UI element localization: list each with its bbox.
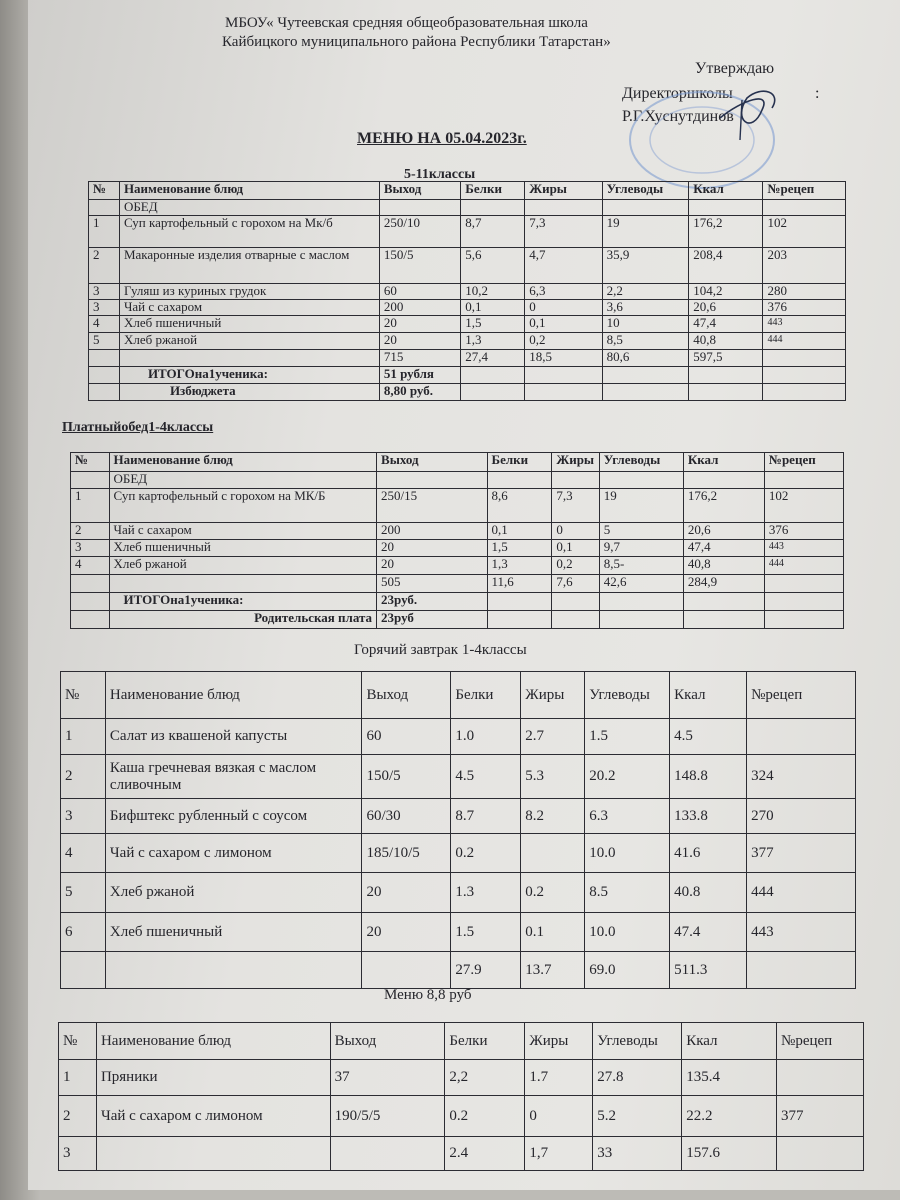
total-label: ИТОГОна1ученика: <box>109 593 377 611</box>
cell: 200 <box>377 523 487 540</box>
table-header-row <box>71 453 844 472</box>
cell: 0,1 <box>461 300 525 316</box>
cell: Чай с сахаром <box>109 523 377 540</box>
cell: 3 <box>89 284 120 300</box>
cell: 5.3 <box>521 755 585 799</box>
cell: 20 <box>362 913 451 952</box>
cell: 60 <box>362 719 451 755</box>
cell: 20.2 <box>585 755 670 799</box>
cell: 37 <box>330 1060 445 1096</box>
table-row <box>89 248 846 284</box>
cell: 443 <box>763 316 846 333</box>
cell: Салат из квашеной капусты <box>105 719 362 755</box>
cell: 150/5 <box>379 248 460 284</box>
cell: 250/10 <box>379 216 460 248</box>
cell: 148.8 <box>670 755 747 799</box>
cell: 1 <box>59 1060 97 1096</box>
cell: 1 <box>61 719 106 755</box>
cell: 6.3 <box>585 799 670 834</box>
cell <box>777 1137 864 1171</box>
cell: Хлеб пшеничный <box>105 913 362 952</box>
cell: 7,3 <box>525 216 602 248</box>
cell: 10.0 <box>585 913 670 952</box>
cell: 200 <box>379 300 460 316</box>
cell: 0.1 <box>521 913 585 952</box>
totals-row <box>71 575 844 593</box>
cell: 133.8 <box>670 799 747 834</box>
cell <box>96 1137 330 1171</box>
header-cell: Жиры <box>525 182 602 200</box>
table-row <box>61 834 856 873</box>
header-cell: Выход <box>377 453 487 472</box>
cell: 3 <box>59 1137 97 1171</box>
cell: 176,2 <box>683 489 764 523</box>
cell: 8.2 <box>521 799 585 834</box>
cell: 1.7 <box>525 1060 593 1096</box>
budget-label: Избюджета <box>119 384 379 401</box>
cell: 80,6 <box>602 350 689 367</box>
cell: 135.4 <box>682 1060 777 1096</box>
total-per-student-row <box>89 367 846 384</box>
cell: 0,1 <box>487 523 552 540</box>
table-row <box>61 719 856 755</box>
header-cell: Выход <box>362 672 451 719</box>
header-cell: № <box>61 672 106 719</box>
cell: 20 <box>379 316 460 333</box>
cell: 4.5 <box>670 719 747 755</box>
cell: 47.4 <box>670 913 747 952</box>
cell: 4 <box>89 316 120 333</box>
cell: 444 <box>747 873 856 913</box>
cell: 33 <box>593 1137 682 1171</box>
header-cell: Наименование блюд <box>96 1023 330 1060</box>
cell: 69.0 <box>585 952 670 989</box>
cell: 1,5 <box>487 540 552 557</box>
cell: 27.8 <box>593 1060 682 1096</box>
cell: 1.5 <box>585 719 670 755</box>
header-cell: Белки <box>451 672 521 719</box>
cell <box>109 575 377 593</box>
header-cell: Выход <box>330 1023 445 1060</box>
header-cell: Наименование блюд <box>109 453 377 472</box>
cell: 10.0 <box>585 834 670 873</box>
cell: Гуляш из куриных грудок <box>119 284 379 300</box>
cell: 0,1 <box>525 316 602 333</box>
cell: 35,9 <box>602 248 689 284</box>
cell: 10 <box>602 316 689 333</box>
cell <box>777 1060 864 1096</box>
cell: 4 <box>71 557 110 575</box>
cell: 0,2 <box>525 333 602 350</box>
menu-table-paid-1-4 <box>70 452 844 629</box>
cell: 2,2 <box>602 284 689 300</box>
cell: 2 <box>71 523 110 540</box>
cell: 1 <box>71 489 110 523</box>
header-cell: Белки <box>461 182 525 200</box>
cell: 377 <box>777 1096 864 1137</box>
cell: 1.0 <box>451 719 521 755</box>
cell: 176,2 <box>689 216 763 248</box>
cell: 4.5 <box>451 755 521 799</box>
cell: 150/5 <box>362 755 451 799</box>
cell: 377 <box>747 834 856 873</box>
budget-row <box>89 384 846 401</box>
cell <box>747 952 856 989</box>
cell: 102 <box>764 489 843 523</box>
cell: 40.8 <box>670 873 747 913</box>
cell: 0.2 <box>521 873 585 913</box>
cell: 8.7 <box>451 799 521 834</box>
cell: 10,2 <box>461 284 525 300</box>
table-row <box>61 913 856 952</box>
cell: 20,6 <box>683 523 764 540</box>
cell <box>362 952 451 989</box>
cell: 20 <box>379 333 460 350</box>
cell: 19 <box>602 216 689 248</box>
cell <box>747 719 856 755</box>
total-per-student-row <box>71 593 844 611</box>
cell <box>61 952 106 989</box>
cell: 47,4 <box>689 316 763 333</box>
cell: 20,6 <box>689 300 763 316</box>
cell <box>119 350 379 367</box>
menu-title: МЕНЮ НА 05.04.2023г. <box>357 130 527 147</box>
cell: 157.6 <box>682 1137 777 1171</box>
header-cell: № <box>89 182 120 200</box>
total-label: ИТОГОна1ученика: <box>119 367 379 384</box>
cell: 444 <box>763 333 846 350</box>
table-row <box>59 1060 864 1096</box>
cell: 2 <box>61 755 106 799</box>
cell: 27,4 <box>461 350 525 367</box>
table-row <box>61 873 856 913</box>
cell: 5 <box>89 333 120 350</box>
cell: Макаронные изделия отварные с маслом <box>119 248 379 284</box>
cell: 511.3 <box>670 952 747 989</box>
cell <box>330 1137 445 1171</box>
cell: 40,8 <box>683 557 764 575</box>
cell: 5.2 <box>593 1096 682 1137</box>
parent-fee-row <box>71 611 844 629</box>
cell: 280 <box>763 284 846 300</box>
parent-fee-value: 23руб <box>377 611 487 629</box>
cell: 250/15 <box>377 489 487 523</box>
header-cell: Жиры <box>552 453 599 472</box>
header-cell: Углеводы <box>585 672 670 719</box>
header-cell: № <box>59 1023 97 1060</box>
totals-row <box>61 952 856 989</box>
cell: 41.6 <box>670 834 747 873</box>
cell: 0 <box>552 523 599 540</box>
cell: 505 <box>377 575 487 593</box>
cell: 2.7 <box>521 719 585 755</box>
cell: 104,2 <box>689 284 763 300</box>
table-row <box>71 489 844 523</box>
header-cell: Выход <box>379 182 460 200</box>
cell <box>105 952 362 989</box>
table1-caption: 5-11классы <box>404 167 476 182</box>
cell: 1,3 <box>461 333 525 350</box>
cell: 5 <box>599 523 683 540</box>
cell: 284,9 <box>683 575 764 593</box>
cell: 6 <box>61 913 106 952</box>
header-cell: Ккал <box>683 453 764 472</box>
cell: 1.3 <box>451 873 521 913</box>
budget-value: 8,80 руб. <box>379 384 460 401</box>
table-row <box>59 1096 864 1137</box>
totals-row <box>89 350 846 367</box>
header-cell: № <box>71 453 110 472</box>
cell: 1 <box>89 216 120 248</box>
cell: Хлеб пшеничный <box>119 316 379 333</box>
table4-caption: Меню 8,8 руб <box>384 987 472 1003</box>
cell: 60 <box>379 284 460 300</box>
table-row <box>89 284 846 300</box>
cell: 2,2 <box>445 1060 525 1096</box>
menu-table-breakfast-1-4 <box>60 671 856 989</box>
cell: 20 <box>377 557 487 575</box>
cell: 8,5 <box>602 333 689 350</box>
cell: Хлеб ржаной <box>119 333 379 350</box>
header-cell: Белки <box>487 453 552 472</box>
table-header-row <box>89 182 846 200</box>
table-row <box>71 540 844 557</box>
cell: 203 <box>763 248 846 284</box>
header-cell: Ккал <box>670 672 747 719</box>
cell: 8.5 <box>585 873 670 913</box>
section-label: ОБЕД <box>119 200 379 216</box>
cell: 42,6 <box>599 575 683 593</box>
cell: 60/30 <box>362 799 451 834</box>
cell: 2.4 <box>445 1137 525 1171</box>
cell: 19 <box>599 489 683 523</box>
cell: 3 <box>71 540 110 557</box>
cell: 715 <box>379 350 460 367</box>
cell: 190/5/5 <box>330 1096 445 1137</box>
cell: 1,7 <box>525 1137 593 1171</box>
table-row <box>89 333 846 350</box>
cell: 8,7 <box>461 216 525 248</box>
cell: 324 <box>747 755 856 799</box>
cell: 22.2 <box>682 1096 777 1137</box>
cell: Бифштекс рубленный с соусом <box>105 799 362 834</box>
section-row <box>89 200 846 216</box>
cell: 1,3 <box>487 557 552 575</box>
header-cell: Жиры <box>521 672 585 719</box>
cell: 5,6 <box>461 248 525 284</box>
menu-table-5-11 <box>88 181 846 401</box>
cell: 3,6 <box>602 300 689 316</box>
cell: 8,5- <box>599 557 683 575</box>
cell: 444 <box>764 557 843 575</box>
header-cell: №рецеп <box>747 672 856 719</box>
cell: 0 <box>525 1096 593 1137</box>
cell: 208,4 <box>689 248 763 284</box>
header-cell: Ккал <box>682 1023 777 1060</box>
cell: 20 <box>377 540 487 557</box>
table-row <box>89 316 846 333</box>
cell: Суп картофельный с горохом на МК/Б <box>109 489 377 523</box>
cell: 376 <box>764 523 843 540</box>
cell: Чай с сахаром <box>119 300 379 316</box>
cell: 0,1 <box>552 540 599 557</box>
cell: 270 <box>747 799 856 834</box>
header-cell: Углеводы <box>599 453 683 472</box>
section-label: ОБЕД <box>109 472 377 489</box>
cell: 2 <box>89 248 120 284</box>
director-colon: : <box>815 85 820 102</box>
header-cell: №рецеп <box>764 453 843 472</box>
cell: 8,6 <box>487 489 552 523</box>
cell: Суп картофельный с горохом на Мк/б <box>119 216 379 248</box>
cell: 5 <box>61 873 106 913</box>
cell: 18,5 <box>525 350 602 367</box>
cell <box>763 350 846 367</box>
header-cell: №рецеп <box>777 1023 864 1060</box>
cell: Каша гречневая вязкая с маслом сливочным <box>105 755 362 799</box>
table-row <box>71 523 844 540</box>
table-row <box>61 755 856 799</box>
table-header-row <box>61 672 856 719</box>
cell: 443 <box>747 913 856 952</box>
table-row <box>71 557 844 575</box>
cell: 443 <box>764 540 843 557</box>
school-stamp <box>622 80 782 190</box>
cell: 1.5 <box>451 913 521 952</box>
cell: 4,7 <box>525 248 602 284</box>
menu-table-8-8 <box>58 1022 864 1171</box>
cell: 6,3 <box>525 284 602 300</box>
cell <box>764 575 843 593</box>
cell: Пряники <box>96 1060 330 1096</box>
cell: 0.2 <box>445 1096 525 1137</box>
table-row <box>89 216 846 248</box>
cell: 47,4 <box>683 540 764 557</box>
cell: 3 <box>89 300 120 316</box>
director-label: Директоршколы <box>622 85 733 102</box>
section-row <box>71 472 844 489</box>
header-cell: Наименование блюд <box>105 672 362 719</box>
cell: 7,6 <box>552 575 599 593</box>
cell: 1,5 <box>461 316 525 333</box>
table-row <box>89 300 846 316</box>
cell: 9,7 <box>599 540 683 557</box>
cell: 102 <box>763 216 846 248</box>
cell: 185/10/5 <box>362 834 451 873</box>
cell <box>89 350 120 367</box>
cell: 20 <box>362 873 451 913</box>
cell: Хлеб ржаной <box>105 873 362 913</box>
header-cell: Белки <box>445 1023 525 1060</box>
cell: Чай с сахаром с лимоном <box>96 1096 330 1137</box>
cell: 0 <box>525 300 602 316</box>
cell: Чай с сахаром с лимоном <box>105 834 362 873</box>
approve-label: Утверждаю <box>695 60 775 77</box>
cell: Хлеб пшеничный <box>109 540 377 557</box>
cell: 11,6 <box>487 575 552 593</box>
header-cell: Углеводы <box>602 182 689 200</box>
header-cell: Жиры <box>525 1023 593 1060</box>
school-name-line-1: МБОУ« Чутеевская средняя общеобразовательная школа <box>225 15 588 31</box>
totals-row <box>59 1137 864 1171</box>
parent-fee-label: Родительская плата <box>109 611 377 629</box>
total-value: 51 рубля <box>379 367 460 384</box>
cell <box>71 575 110 593</box>
school-name-line-2: Кайбицкого муниципального района Республики Татарстан» <box>222 34 611 50</box>
table-header-row <box>59 1023 864 1060</box>
table-row <box>61 799 856 834</box>
cell: 0.2 <box>451 834 521 873</box>
cell: 27.9 <box>451 952 521 989</box>
table3-caption: Горячий завтрак 1-4классы <box>354 642 527 658</box>
cell: 0,2 <box>552 557 599 575</box>
cell <box>521 834 585 873</box>
cell: 376 <box>763 300 846 316</box>
cell: 13.7 <box>521 952 585 989</box>
cell: 597,5 <box>689 350 763 367</box>
header-cell: Наименование блюд <box>119 182 379 200</box>
total-value: 23руб. <box>377 593 487 611</box>
cell: 7,3 <box>552 489 599 523</box>
cell: 3 <box>61 799 106 834</box>
header-cell: Углеводы <box>593 1023 682 1060</box>
cell: 4 <box>61 834 106 873</box>
cell: Хлеб ржаной <box>109 557 377 575</box>
cell: 2 <box>59 1096 97 1137</box>
cell: 40,8 <box>689 333 763 350</box>
table2-caption: Платныйобед1-4классы <box>62 420 214 435</box>
header-cell: Ккал <box>689 182 763 200</box>
header-cell: №рецеп <box>763 182 846 200</box>
director-name: Р.Г.Хуснутдинов <box>622 108 734 125</box>
